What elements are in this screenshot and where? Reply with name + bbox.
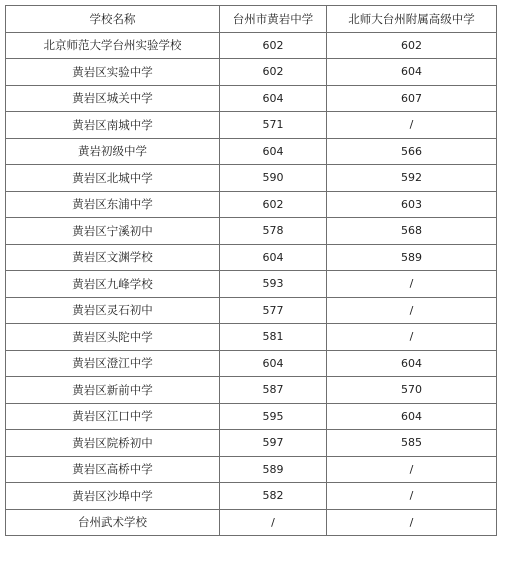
- bnu-score-cell: 603: [327, 191, 497, 218]
- school-name-cell: 黄岩区高桥中学: [6, 456, 220, 483]
- bnu-score-cell: 602: [327, 32, 497, 59]
- huangyan-score-cell: 602: [220, 59, 327, 86]
- huangyan-score-cell: 571: [220, 112, 327, 139]
- school-name-cell: 黄岩区沙埠中学: [6, 483, 220, 510]
- school-name-cell: 北京师范大学台州实验学校: [6, 32, 220, 59]
- school-name-cell: 台州武术学校: [6, 509, 220, 536]
- school-name-cell: 黄岩区灵石初中: [6, 297, 220, 324]
- table-row: [6, 297, 497, 324]
- table-row: [6, 483, 497, 510]
- table-row: [6, 403, 497, 430]
- school-name-cell: 黄岩区院桥初中: [6, 430, 220, 457]
- school-name-cell: 黄岩区文渊学校: [6, 244, 220, 271]
- bnu-score-cell: /: [327, 324, 497, 351]
- table-row: [6, 244, 497, 271]
- bnu-score-cell: /: [327, 297, 497, 324]
- school-name-cell: 黄岩区实验中学: [6, 59, 220, 86]
- huangyan-score-cell: 602: [220, 191, 327, 218]
- huangyan-score-cell: 578: [220, 218, 327, 245]
- table-row: [6, 430, 497, 457]
- huangyan-score-cell: 582: [220, 483, 327, 510]
- school-name-cell: 黄岩区九峰学校: [6, 271, 220, 298]
- table-header-row: [6, 6, 497, 33]
- bnu-score-cell: 607: [327, 85, 497, 112]
- bnu-score-cell: 604: [327, 403, 497, 430]
- huangyan-score-cell: /: [220, 509, 327, 536]
- score-table-container: [5, 5, 497, 536]
- bnu-score-cell: /: [327, 483, 497, 510]
- school-name-cell: 黄岩区城关中学: [6, 85, 220, 112]
- table-row: [6, 138, 497, 165]
- bnu-score-cell: 592: [327, 165, 497, 192]
- table-row: [6, 112, 497, 139]
- table-row: [6, 456, 497, 483]
- table-row: [6, 350, 497, 377]
- huangyan-score-cell: 604: [220, 244, 327, 271]
- huangyan-score-cell: 597: [220, 430, 327, 457]
- bnu-score-cell: /: [327, 509, 497, 536]
- table-row: [6, 32, 497, 59]
- school-name-cell: 黄岩区宁溪初中: [6, 218, 220, 245]
- table-row: [6, 85, 497, 112]
- header-school-name: 学校名称: [6, 6, 220, 33]
- huangyan-score-cell: 581: [220, 324, 327, 351]
- table-row: [6, 271, 497, 298]
- table-row: [6, 509, 497, 536]
- huangyan-score-cell: 589: [220, 456, 327, 483]
- bnu-score-cell: 604: [327, 59, 497, 86]
- table-row: [6, 377, 497, 404]
- school-name-cell: 黄岩区南城中学: [6, 112, 220, 139]
- table-row: [6, 165, 497, 192]
- school-name-cell: 黄岩初级中学: [6, 138, 220, 165]
- table-row: [6, 324, 497, 351]
- bnu-score-cell: 604: [327, 350, 497, 377]
- huangyan-score-cell: 604: [220, 85, 327, 112]
- bnu-score-cell: /: [327, 112, 497, 139]
- huangyan-score-cell: 604: [220, 350, 327, 377]
- huangyan-score-cell: 602: [220, 32, 327, 59]
- huangyan-score-cell: 604: [220, 138, 327, 165]
- table-row: [6, 59, 497, 86]
- huangyan-score-cell: 587: [220, 377, 327, 404]
- table-row: [6, 191, 497, 218]
- huangyan-score-cell: 577: [220, 297, 327, 324]
- school-name-cell: 黄岩区东浦中学: [6, 191, 220, 218]
- table-row: [6, 218, 497, 245]
- table-body: [6, 32, 497, 536]
- bnu-score-cell: 570: [327, 377, 497, 404]
- bnu-score-cell: /: [327, 456, 497, 483]
- header-bnu-taizhou-high-school: 北师大台州附属高级中学: [327, 6, 497, 33]
- huangyan-score-cell: 593: [220, 271, 327, 298]
- bnu-score-cell: 589: [327, 244, 497, 271]
- school-name-cell: 黄岩区澄江中学: [6, 350, 220, 377]
- score-table: [5, 5, 497, 536]
- school-name-cell: 黄岩区头陀中学: [6, 324, 220, 351]
- school-name-cell: 黄岩区江口中学: [6, 403, 220, 430]
- bnu-score-cell: 585: [327, 430, 497, 457]
- header-huangyan-middle-school: 台州市黄岩中学: [220, 6, 327, 33]
- bnu-score-cell: /: [327, 271, 497, 298]
- huangyan-score-cell: 590: [220, 165, 327, 192]
- school-name-cell: 黄岩区新前中学: [6, 377, 220, 404]
- school-name-cell: 黄岩区北城中学: [6, 165, 220, 192]
- bnu-score-cell: 566: [327, 138, 497, 165]
- huangyan-score-cell: 595: [220, 403, 327, 430]
- bnu-score-cell: 568: [327, 218, 497, 245]
